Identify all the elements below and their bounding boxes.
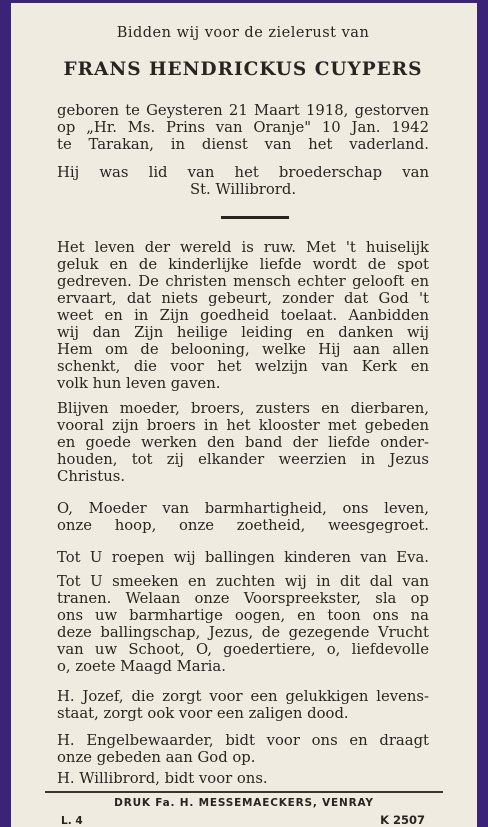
text-line: O, Moeder van barmhartigheid, ons leven, — [57, 500, 429, 517]
text-line: onze hoop, onze zoetheid, weesgegroet. — [57, 517, 429, 534]
text-line: en goede werken den band der liefde onder- — [57, 434, 429, 451]
printer-imprint: DRUK Fa. H. MESSEMAECKERS, VENRAY — [114, 797, 374, 809]
card-code-left: L. 4 — [61, 815, 83, 827]
text-line: wij dan Zijn heilige leiding en danken wij — [57, 324, 429, 341]
text-line: schenkt, die voor het welzijn van Kerk en — [57, 358, 429, 375]
card-code-right: K 2507 — [380, 813, 425, 827]
bio-line: op „Hr. Ms. Prins van Oranje" 10 Jan. 1942 — [57, 119, 429, 136]
text-line: Christus. — [57, 468, 126, 485]
bio-line: te Tarakan, in dienst van het vaderland. — [57, 136, 429, 153]
invocation-heading: Bidden wij voor de zielerust van — [116, 25, 370, 41]
text-line: gedreven. De christen mensch echter gelooft en — [57, 273, 429, 290]
text-line: houden, tot zij elkander weerzien in Jezus — [57, 451, 429, 468]
text-line: weet en in Zijn goedheid toelaat. Aanbidden — [57, 307, 429, 324]
text-line: Tot U roepen wij ballingen kinderen van Eva. — [57, 549, 429, 566]
bio-line: Hij was lid van het broederschap van — [57, 164, 429, 181]
text-line: van uw Schoot, O, goedertiere, o, liefdevolle — [57, 641, 429, 658]
text-line: tranen. Welaan onze Voorspreekster, sla op — [57, 590, 429, 607]
text-line: ons uw barmhartige oogen, en toon ons na — [57, 607, 429, 624]
text-line: ervaart, dat niets gebeurt, zonder dat God 't — [57, 290, 429, 307]
text-line: Het leven der wereld is ruw. Met 't huiselijk — [57, 239, 429, 256]
deceased-name: FRANS HENDRICKUS CUYPERS — [63, 59, 423, 80]
text-line: deze ballingschap, Jezus, de gezegende Vrucht — [57, 624, 429, 641]
bio-line: geboren te Geysteren 21 Maart 1918, gestorven — [57, 102, 429, 119]
text-line: geluk en de kinderlijke liefde wordt de spot — [57, 256, 429, 273]
text-line: H. Willibrord, bidt voor ons. — [57, 770, 268, 787]
bio-line: St. Willibrord. — [189, 181, 297, 198]
text-line: volk hun leven gaven. — [57, 375, 221, 392]
text-line: H. Engelbewaarder, bidt voor ons en draagt — [57, 732, 429, 749]
section-divider — [221, 216, 289, 219]
text-line: o, zoete Maagd Maria. — [57, 658, 226, 675]
text-line: H. Jozef, die zorgt voor een gelukkigen levens- — [57, 688, 429, 705]
text-line: Blijven moeder, broers, zusters en dierbaren, — [57, 400, 429, 417]
text-line: onze gebeden aan God op. — [57, 749, 256, 766]
text-line: staat, zorgt ook voor een zaligen dood. — [57, 705, 349, 722]
text-line: Tot U smeeken en zuchten wij in dit dal van — [57, 573, 429, 590]
text-line: vooral zijn broers in het klooster met gebeden — [57, 417, 429, 434]
text-line: Hem om de belooning, welke Hij aan allen — [57, 341, 429, 358]
footer-rule — [45, 791, 443, 793]
